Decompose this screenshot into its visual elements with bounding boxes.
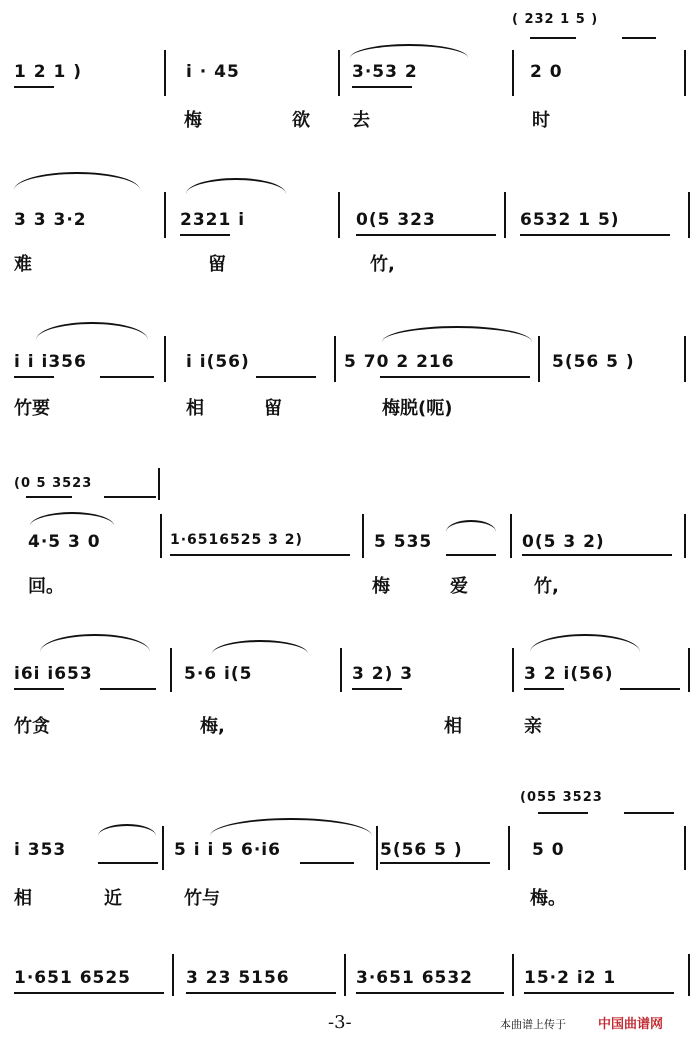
slur [14, 172, 140, 190]
lyric: 近 [104, 888, 122, 909]
lyric: 梅, [200, 716, 225, 737]
underline [352, 86, 412, 88]
underline [186, 992, 336, 994]
prelude-parenthetical: (0 5 3523 [14, 476, 93, 491]
slur [30, 512, 114, 526]
barline [688, 954, 690, 996]
barline [684, 50, 686, 96]
lyric: 竹与 [184, 888, 220, 909]
barline [340, 648, 342, 692]
underline [14, 992, 164, 994]
slur [530, 634, 640, 652]
slur [40, 634, 150, 652]
measure: 5 0 [532, 840, 565, 860]
lyric: 爱 [450, 576, 468, 597]
underline [100, 688, 156, 690]
barline [172, 954, 174, 996]
barline [164, 50, 166, 96]
underline [446, 554, 496, 556]
underline [624, 812, 674, 814]
barline [512, 954, 514, 996]
measure: 5·6 i(5 [184, 664, 253, 684]
barline [338, 50, 340, 96]
lyric: 梅脱(呃) [382, 398, 453, 419]
barline [344, 954, 346, 996]
measure: 5 i i 5 6·i6 [174, 840, 281, 860]
slur [210, 818, 372, 836]
measure: 4·5 3 0 [28, 532, 101, 552]
slur [98, 824, 156, 836]
lyric: 留 [264, 398, 282, 419]
measure: 1 2 1 ) [14, 62, 83, 82]
lyric: 欲 [292, 110, 310, 131]
lyric: 回。 [28, 576, 64, 597]
underline [26, 496, 72, 498]
measure: 2 0 [530, 62, 563, 82]
measure: 0(5 3 2) [522, 532, 605, 552]
barline [362, 514, 364, 558]
underline [622, 37, 656, 39]
underline [530, 37, 576, 39]
underline [380, 862, 490, 864]
slur [186, 178, 286, 194]
barline [510, 514, 512, 558]
measure: 3 2) 3 [352, 664, 414, 684]
lyric: 竹, [370, 254, 395, 275]
measure: 2321 i [180, 210, 246, 230]
measure: 3·651 6532 [356, 968, 474, 988]
lyric: 梅 [184, 110, 202, 131]
barline [338, 192, 340, 238]
barline [688, 648, 690, 692]
measure: 1·651 6525 [14, 968, 132, 988]
measure: i i i356 [14, 352, 87, 372]
prelude-parenthetical: (055 3523 [520, 790, 603, 805]
underline [356, 992, 504, 994]
lyric: 梅 [372, 576, 390, 597]
measure: 6532 1 5) [520, 210, 620, 230]
lyric: 留 [208, 254, 226, 275]
prelude-parenthetical: ( 232 1 5 ) [512, 12, 599, 27]
measure: 5 535 [374, 532, 433, 552]
measure: 1·6516525 3 2) [170, 532, 303, 548]
barline [170, 648, 172, 692]
barline [164, 336, 166, 382]
barline [512, 50, 514, 96]
lyric: 竹贪 [14, 716, 50, 737]
underline [170, 554, 350, 556]
barline [684, 826, 686, 870]
lyric: 去 [352, 110, 370, 131]
measure: 5(56 5 ) [552, 352, 635, 372]
barline [334, 336, 336, 382]
slur [446, 520, 496, 532]
lyric: 竹, [534, 576, 559, 597]
underline [522, 554, 672, 556]
underline [620, 688, 680, 690]
lyric: 梅。 [530, 888, 566, 909]
site-logo: 中国曲谱网 [598, 1017, 664, 1032]
measure: i · 45 [186, 62, 240, 82]
underline [104, 496, 156, 498]
underline [356, 234, 496, 236]
underline [180, 234, 230, 236]
underline [524, 992, 674, 994]
barline [158, 468, 160, 500]
measure: i6i i653 [14, 664, 93, 684]
barline [508, 826, 510, 870]
measure: 5(56 5 ) [380, 840, 463, 860]
barline [688, 192, 690, 238]
barline [160, 514, 162, 558]
underline [98, 862, 158, 864]
lyric: 竹要 [14, 398, 50, 419]
barline [512, 648, 514, 692]
underline [520, 234, 670, 236]
barline [684, 336, 686, 382]
underline [524, 688, 564, 690]
underline [380, 376, 530, 378]
barline [376, 826, 378, 870]
measure: 3 2 i(56) [524, 664, 614, 684]
underline [100, 376, 154, 378]
underline [14, 86, 54, 88]
slur [36, 322, 148, 340]
barline [164, 192, 166, 238]
underline [352, 688, 402, 690]
underline [256, 376, 316, 378]
barline [504, 192, 506, 238]
slur [212, 640, 308, 654]
lyric: 难 [14, 254, 32, 275]
lyric: 时 [532, 110, 550, 131]
barline [162, 826, 164, 870]
measure: 3 23 5156 [186, 968, 290, 988]
barline [684, 514, 686, 558]
underline [14, 376, 54, 378]
measure: 0(5 323 [356, 210, 436, 230]
measure: 3·53 2 [352, 62, 418, 82]
underline [14, 688, 64, 690]
measure: 3 3 3·2 [14, 210, 87, 230]
upload-credit: 本曲谱上传于 [500, 1018, 566, 1031]
slur [350, 44, 468, 58]
lyric: 相 [186, 398, 204, 419]
measure: i 353 [14, 840, 67, 860]
barline [538, 336, 540, 382]
underline [300, 862, 354, 864]
slur [382, 326, 532, 342]
lyric: 相 [14, 888, 32, 909]
measure: 5 70 2 216 [344, 352, 455, 372]
page-number: -3- [328, 1012, 352, 1033]
lyric: 亲 [524, 716, 542, 737]
measure: 15·2 i2 1 [524, 968, 617, 988]
underline [538, 812, 588, 814]
lyric: 相 [444, 716, 462, 737]
measure: i i(56) [186, 352, 250, 372]
